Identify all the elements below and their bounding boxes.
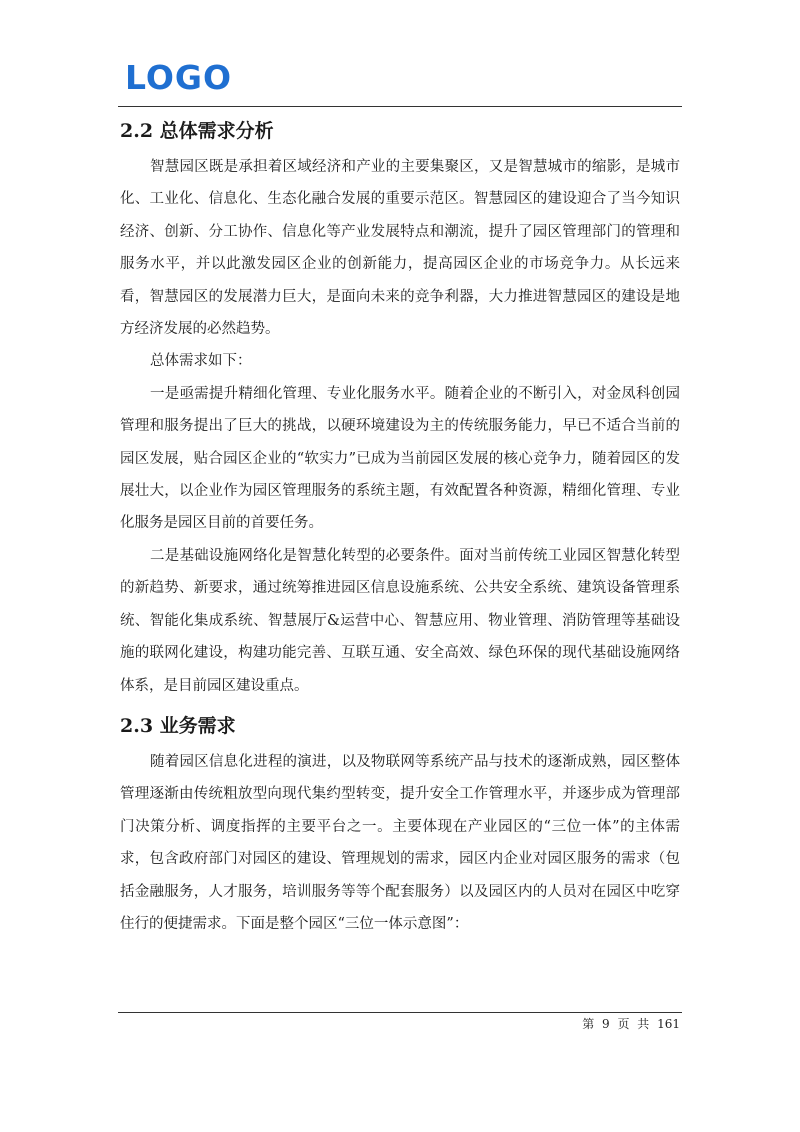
- paragraph: 随着园区信息化进程的演进，以及物联网等系统产品与技术的逐渐成熟，园区整体管理逐渐由传统粗放型向现代集约型转变，提升安全工作管理水平，并逐步成为管理部门决策分析、调度指挥的主要平台之一。主要体现在产业园区的“三位一体”的主体需求，包含政府部门对园区的建设、管理规划的需求，园区内企业对园区服务的需求（包括金融服务，人才服务，培训服务等等个配套服务）以及园区内的人员对在园区中吃穿住行的便捷需求。下面是整个园区“三位一体示意图”：: [120, 753, 680, 932]
- document-body: [120, 113, 680, 940]
- paragraph: 智慧园区既是承担着区域经济和产业的主要集聚区，又是智慧城市的缩影，是城市化、工业化、信息化、生态化融合发展的重要示范区。智慧园区的建设迎合了当今知识经济、创新、分工协作、信息化等产业发展特点和潮流，提升了园区管理部门的管理和服务水平，并以此激发园区企业的创新能力，提高园区企业的市场竞争力。从长远来看，智慧园区的发展潜力巨大，是面向未来的竞争利器，大力推进智慧园区的建设是地方经济发展的必然趋势。: [120, 159, 680, 338]
- paragraph: 总体需求如下：: [150, 353, 252, 370]
- section-title-2-3: 2.3 业务需求: [120, 714, 236, 737]
- footer-divider: [118, 1012, 682, 1013]
- logo: LOGO: [125, 58, 233, 97]
- header-divider: [118, 106, 682, 107]
- paragraph: 二是基础设施网络化是智慧化转型的必要条件。面对当前传统工业园区智慧化转型的新趋势、新要求，通过统筹推进园区信息设施系统、公共安全系统、建筑设备管理系统、智能化集成系统、智慧展厅&运营中心、智慧应用、物业管理、消防管理等基础设施的联网化建设，构建功能完善、互联互通、安全高效、绿色环保的现代基础设施网络体系，是目前园区建设重点。: [120, 547, 680, 694]
- paragraph: 一是亟需提升精细化管理、专业化服务水平。随着企业的不断引入，对金凤科创园管理和服务提出了巨大的挑战，以硬环境建设为主的传统服务能力，早已不适合当前的园区发展，贴合园区企业的“软实力”已成为当前园区发展的核心竞争力，随着园区的发展壮大，以企业作为园区管理服务的系统主题，有效配置各种资源，精细化管理、专业化服务是园区目前的首要任务。: [120, 385, 680, 532]
- section-title-2-2: 2.2 总体需求分析: [120, 120, 274, 142]
- page-number: 第 9 页 共 161: [582, 1017, 680, 1031]
